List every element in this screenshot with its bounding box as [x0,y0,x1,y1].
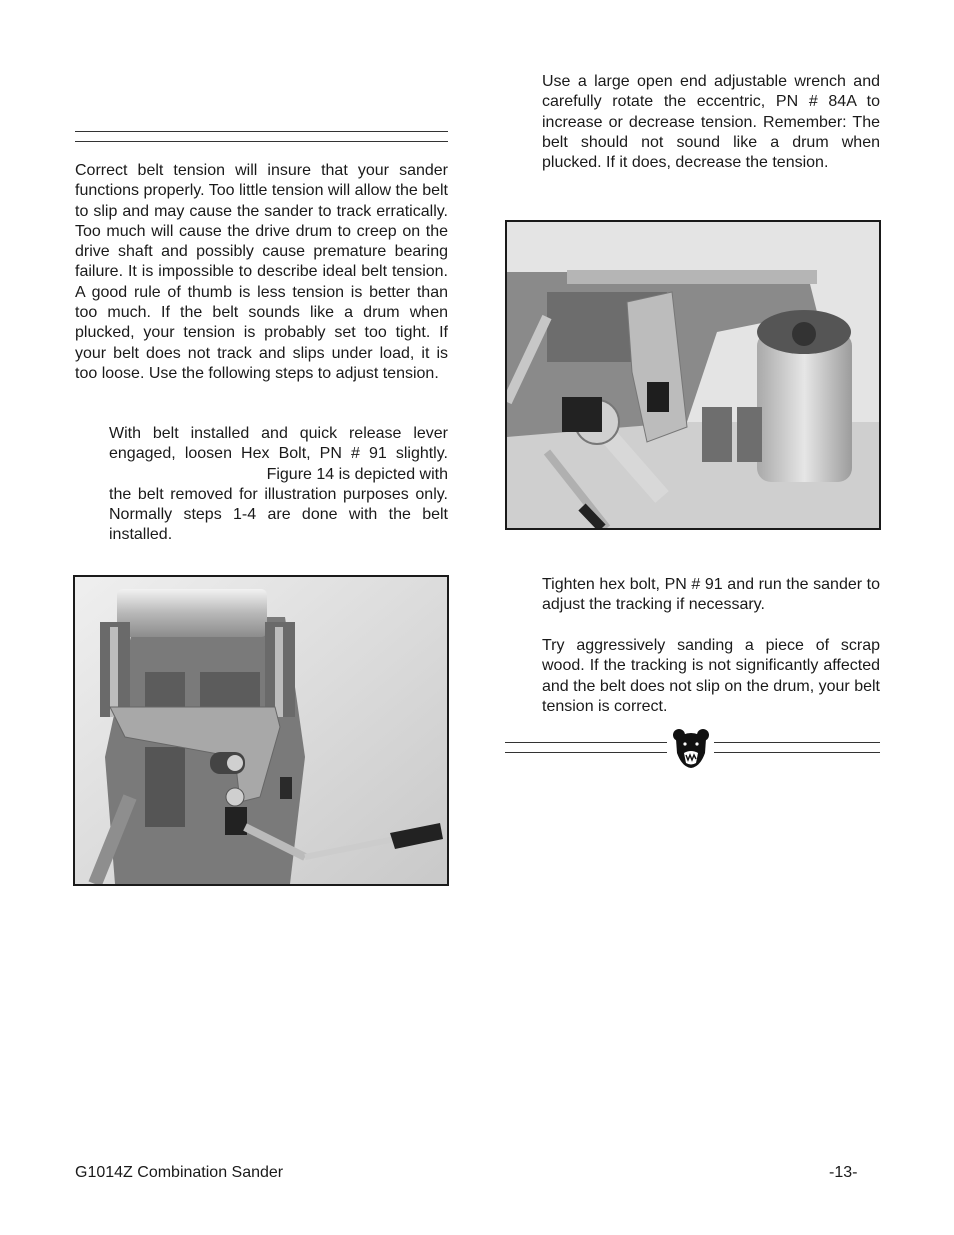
step-line-3: Figure 14 is depicted with [266,465,448,483]
step-line-1: With belt installed and quick release lever [109,425,448,442]
step-paragraph [109,424,448,546]
test-paragraph [542,636,880,717]
sander-base-illustration [75,577,447,884]
test-text: Try aggressively sanding a piece of scrap wood. If the tracking is not significantly affected and the belt does not slip on the drum, your belt tension is correct. [542,637,880,715]
wrench-text: Use a large open end adjustable wrench and carefully rotate the eccentric, PN # 84A to increase or decrease tension. Remember: The belt should not sound like a drum when plucked. If it does, decrease the tension. [542,73,880,172]
end-divider-right-bottom [714,752,880,753]
figure-14-photo [73,575,449,886]
step-rest: the belt removed for illustration purposes only. Normally steps 1-4 are done with the belt installed. [109,485,448,544]
wrench-paragraph [542,72,880,173]
end-divider-right-top [714,742,880,743]
end-divider-left-bottom [505,752,667,753]
tighten-text: Tighten hex bolt, PN # 91 and run the sander to adjust the tracking if necessary. [542,576,880,614]
intro-text: Correct belt tension will insure that your sander functions properly. Too little tension will allow the belt to slip and may cause the sander to track erratically. Too much will cause the drive drum to creep on the drive shaft and possibly cause premature bearing failure. It is impossible to describe ideal belt tension. A good rule of thumb is less tension is better than too much. If the belt sounds like a drum when plucked, your tension is probably set too tight. If your belt does not track and slips under load, it is too loose. Use the following steps to adjust tension. [75,162,448,382]
step-line-2: engaged, loosen Hex Bolt, PN # 91 slightly. [109,445,448,463]
section-header-rule-top [75,131,448,132]
section-header-rule-bottom [75,141,448,142]
tighten-paragraph [542,575,880,616]
intro-paragraph [75,161,448,384]
footer-page-number: -13- [829,1164,858,1181]
footer-title: G1014Z Combination Sander [75,1164,284,1181]
figure-15-photo [505,220,881,530]
wrench-adjust-illustration [507,222,879,528]
end-divider-left-top [505,742,667,743]
bear-head-logo-icon [672,727,710,769]
